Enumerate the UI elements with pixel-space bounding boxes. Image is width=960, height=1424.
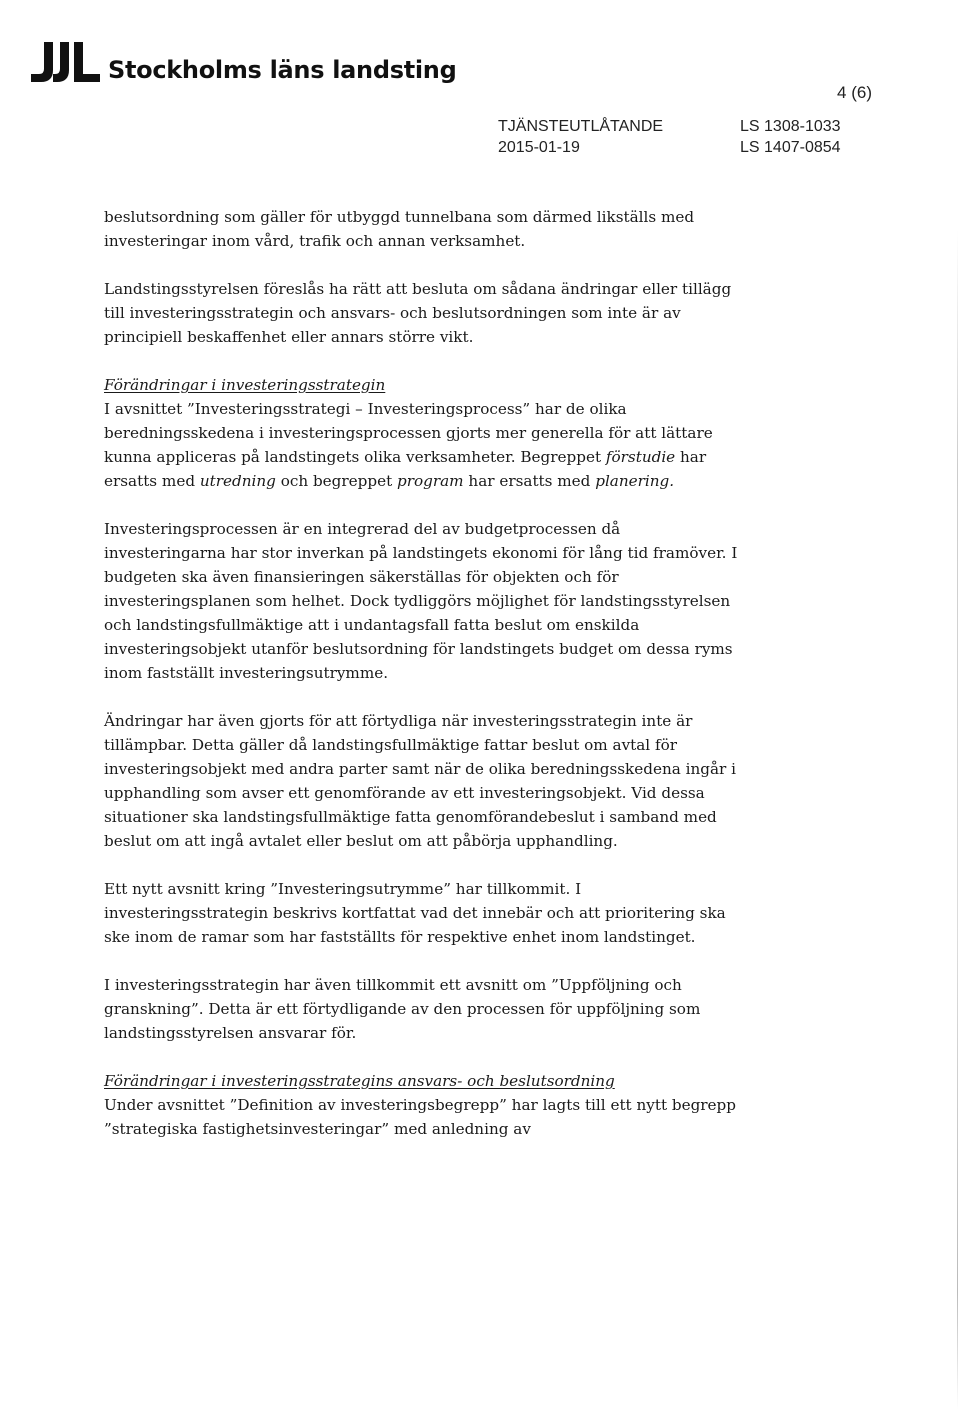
paragraph-7: I investeringsstrategin har även tillkommit ett avsnitt om ”Uppföljning och granskning”. Detta är ett förtydligande av den processen för uppföljning som landstingsstyrelsen ansvarar för.	[104, 976, 701, 1042]
section-investment-strategy	[104, 373, 744, 493]
paragraph-1: beslutsordning som gäller för utbyggd tunnelbana som därmed likställs med investeringar inom vård, trafik och annan verksamhet.	[104, 208, 695, 250]
term-planering: planering.	[595, 472, 675, 490]
term-utredning: utredning	[199, 472, 276, 490]
scan-edge-line	[957, 230, 958, 1410]
paragraph-5: Ändringar har även gjorts för att förtydliga när investeringsstrategin inte är tillämpbar. Detta gäller då landstingsfullmäktige fattar beslut om avtal för investeringsobjekt med andra parter samt när de olika beredningsskedena ingår i upphandling som avser ett genomförande av ett investeringsobjekt. Vid dessa situationer ska landstingsfullmäktige fatta genomförandebeslut i samband med beslut om att ingå avtalet eller beslut om att påbörja upphandling.	[104, 712, 736, 850]
page-number: 4 (6)	[837, 83, 872, 102]
paragraph-3-text-b: har ersatts med	[104, 448, 707, 490]
org-logo	[30, 40, 456, 84]
paragraph-6: Ett nytt avsnitt kring ”Investeringsutrymme” har tillkommit. I investeringsstrategin beskrivs kortfattat vad det innebär och att prioritering ska ske inom de ramar som har fastställts för respektive enhet inom landstinget.	[104, 880, 726, 946]
section-responsibility-order	[104, 1069, 744, 1141]
document-type: TJÄNSTEUTLÅTANDE	[498, 118, 664, 135]
org-name: Stockholms läns landsting	[108, 56, 457, 84]
term-program: program	[397, 472, 464, 490]
sll-logo-icon	[30, 40, 102, 84]
paragraph-8: Under avsnittet ”Definition av investeringsbegrepp” har lagts till ett nytt begrepp ”strategiska fastighetsinvesteringar” med anledning av	[104, 1096, 736, 1138]
section-heading-1: Förändringar i investeringsstrategin	[104, 376, 386, 394]
reference-number-2: LS 1407-0854	[740, 139, 841, 156]
paragraph-2: Landstingsstyrelsen föreslås ha rätt att besluta om sådana ändringar eller tillägg till investeringsstrategin och ansvars- och beslutsordningen som inte är av principiell beskaffenhet eller annars större vikt.	[104, 280, 732, 346]
paragraph-3-text-d: har ersatts med	[463, 472, 596, 490]
document-body	[104, 205, 744, 1165]
paragraph-4: Investeringsprocessen är en integrerad del av budgetprocessen då investeringarna har stor inverkan på landstingets ekonomi för lång tid framöver. I budgeten ska även finansieringen säkerställas för objekten och för investeringsplanen som helhet. Dock tydliggörs möjlighet för landstingsstyrelsen och landstingsfullmäktige att i undantagsfall fatta beslut om enskilda investeringsobjekt utanför beslutsordning för landstingets budget om dessa ryms inom fastställt investeringsutrymme.	[104, 520, 738, 682]
document-date: 2015-01-19	[498, 139, 580, 156]
paragraph-3-text-a: I avsnittet ”Investeringsstrategi – Investeringsprocess” har de olika beredningsskedena i investeringsprocessen gjorts mer generella för att lättare kunna appliceras på landstingets olika verksamheter. Begreppet	[104, 400, 713, 466]
paragraph-3-text-c: och begreppet	[275, 472, 398, 490]
reference-number-1: LS 1308-1033	[740, 118, 841, 135]
section-heading-2: Förändringar i investeringsstrategins ansvars- och beslutsordning	[104, 1072, 615, 1090]
term-forstudie: förstudie	[605, 448, 676, 466]
